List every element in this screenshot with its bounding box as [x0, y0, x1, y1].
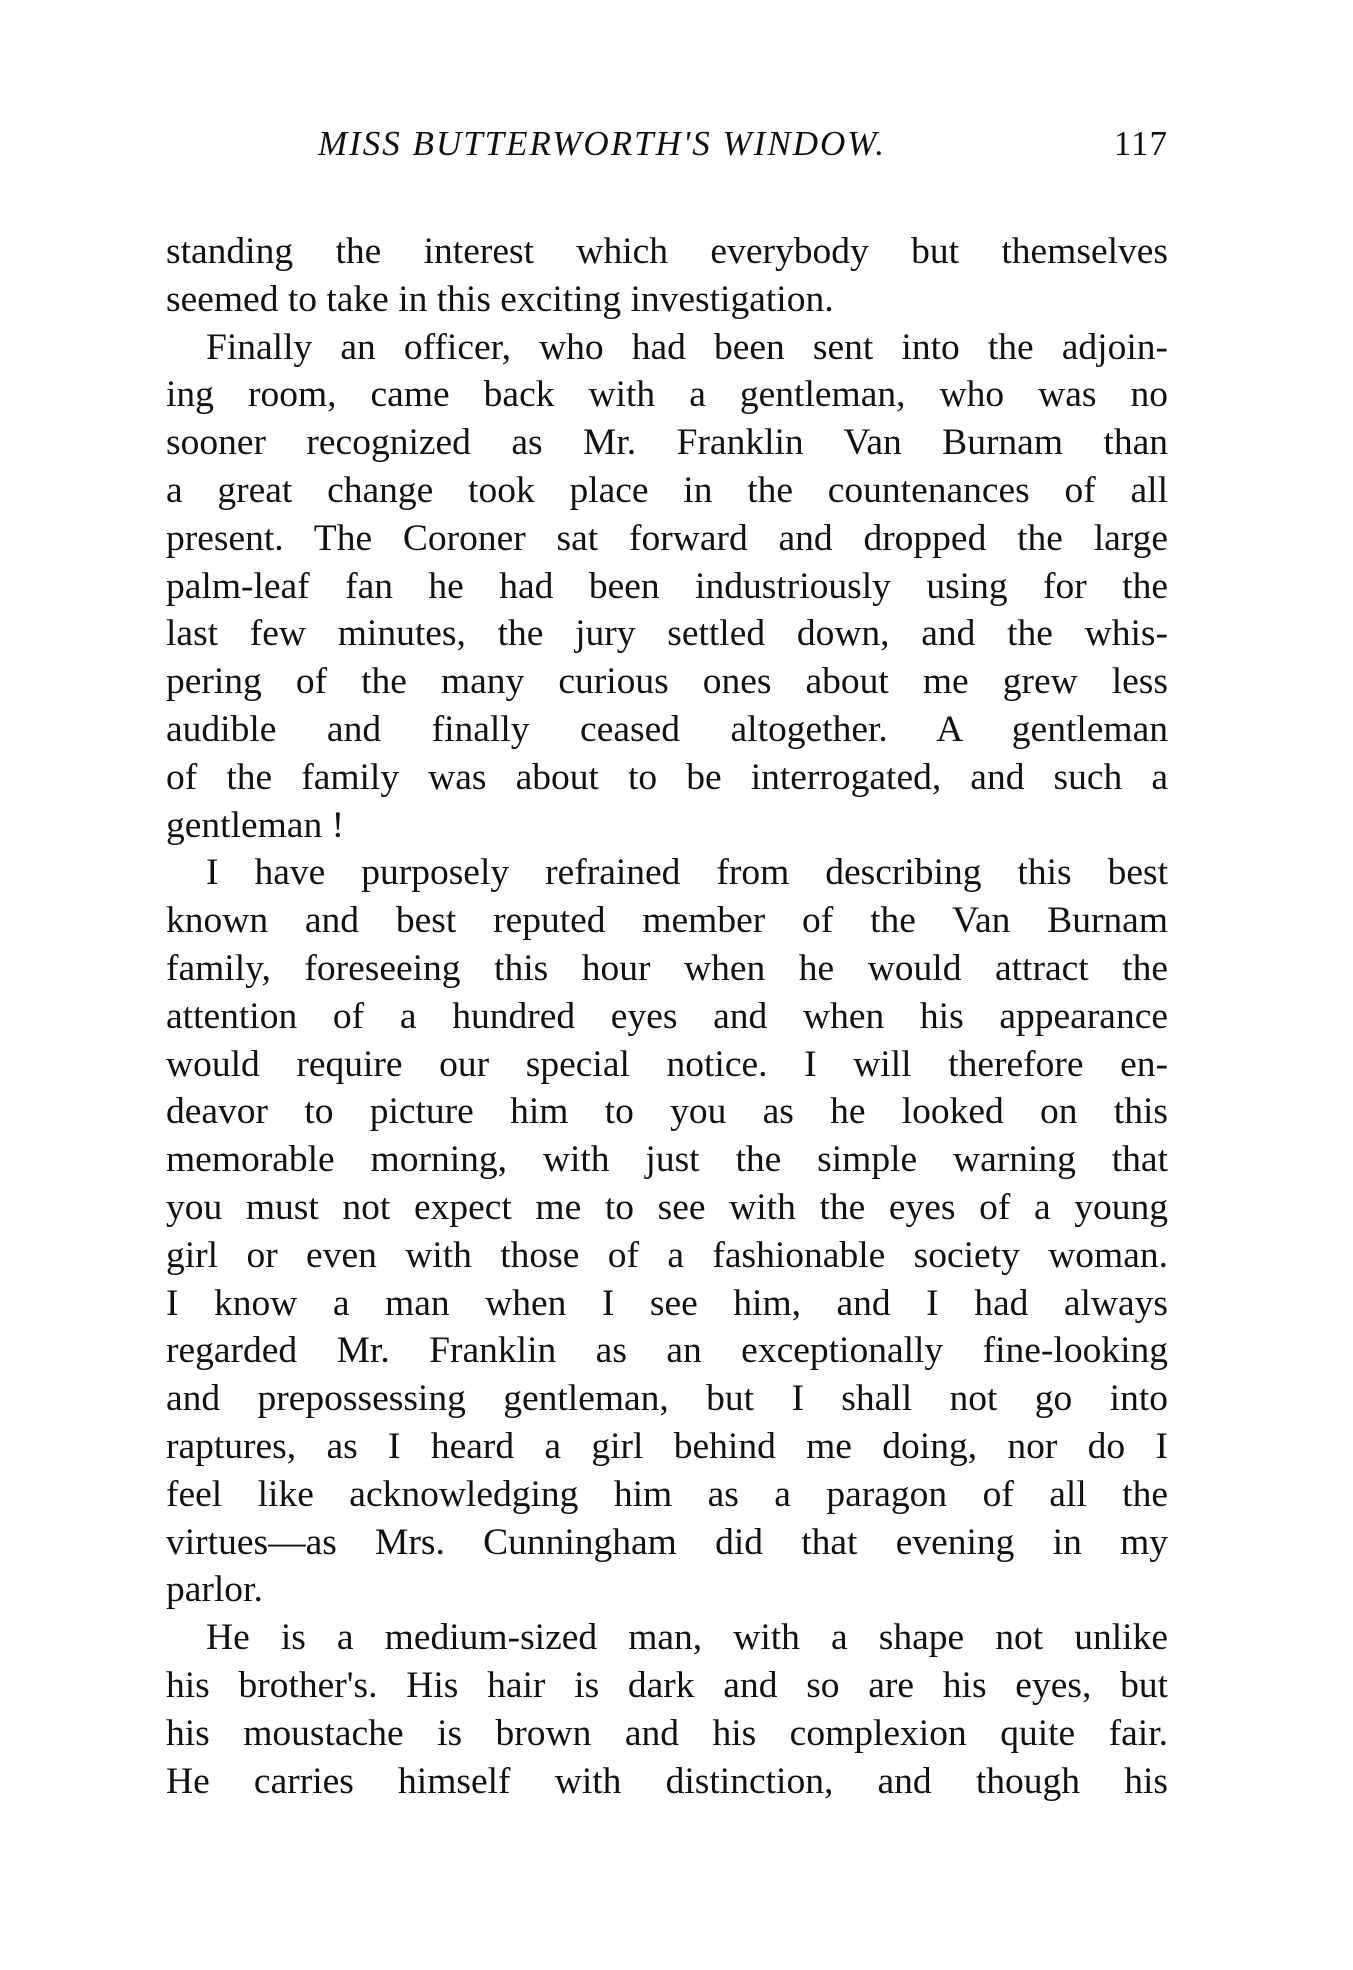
text-line: gentleman ! — [166, 804, 345, 846]
page-number: 117 — [1113, 124, 1168, 163]
text-line: virtues—as Mrs. Cunningham did that evening in my — [166, 1521, 1168, 1563]
text-line: I have purposely refrained from describing this best — [206, 852, 1168, 894]
text-line: and prepossessing gentleman, but I shall not go into — [166, 1378, 1168, 1420]
text-line: regarded Mr. Franklin as an exceptionally fine-looking — [166, 1330, 1168, 1372]
text-line: ing room, came back with a gentleman, who was no — [166, 374, 1168, 416]
text-line: deavor to picture him to you as he looked on this — [166, 1091, 1168, 1133]
text-line: seemed to take in this exciting investigation. — [166, 278, 834, 320]
text-line: He carries himself with distinction, and though his — [166, 1760, 1168, 1802]
text-line: a great change took place in the countenances of all — [166, 469, 1168, 511]
text-line: would require our special notice. I will therefore en- — [166, 1043, 1168, 1085]
text-line: attention of a hundred eyes and when his appearance — [166, 995, 1168, 1037]
text-line: known and best reputed member of the Van Burnam — [166, 900, 1168, 942]
text-line: I know a man when I see him, and I had always — [166, 1282, 1168, 1324]
text-line: parlor. — [166, 1569, 263, 1611]
text-line: He is a medium-sized man, with a shape not unlike — [206, 1617, 1168, 1659]
running-header — [166, 124, 1168, 174]
text-line: girl or even with those of a fashionable society woman. — [166, 1234, 1168, 1276]
text-line: present. The Coroner sat forward and dropped the large — [166, 517, 1168, 559]
text-line: pering of the many curious ones about me grew less — [166, 661, 1168, 703]
text-line: his moustache is brown and his complexion quite fair. — [166, 1712, 1168, 1754]
text-line: his brother's. His hair is dark and so are his eyes, but — [166, 1664, 1168, 1706]
running-title: MISS BUTTERWORTH'S WINDOW. — [318, 124, 886, 163]
text-line: of the family was about to be interrogated, and such a — [166, 756, 1168, 798]
text-line: last few minutes, the jury settled down, and the whis- — [166, 613, 1168, 655]
text-line: Finally an officer, who had been sent into the adjoin- — [206, 326, 1168, 368]
body-text — [166, 228, 1168, 1805]
text-line: sooner recognized as Mr. Franklin Van Burnam than — [166, 422, 1168, 464]
text-line: standing the interest which everybody but themselves — [166, 231, 1168, 272]
text-line: palm-leaf fan he had been industriously using for the — [166, 565, 1168, 607]
text-line: raptures, as I heard a girl behind me doing, nor do I — [166, 1425, 1168, 1467]
text-line: memorable morning, with just the simple warning that — [166, 1139, 1168, 1181]
text-line: you must not expect me to see with the eyes of a young — [166, 1186, 1168, 1228]
text-line: audible and finally ceased altogether. A gentleman — [166, 708, 1168, 750]
text-line: family, foreseeing this hour when he would attract the — [166, 947, 1168, 989]
text-line: feel like acknowledging him as a paragon of all the — [166, 1473, 1168, 1515]
